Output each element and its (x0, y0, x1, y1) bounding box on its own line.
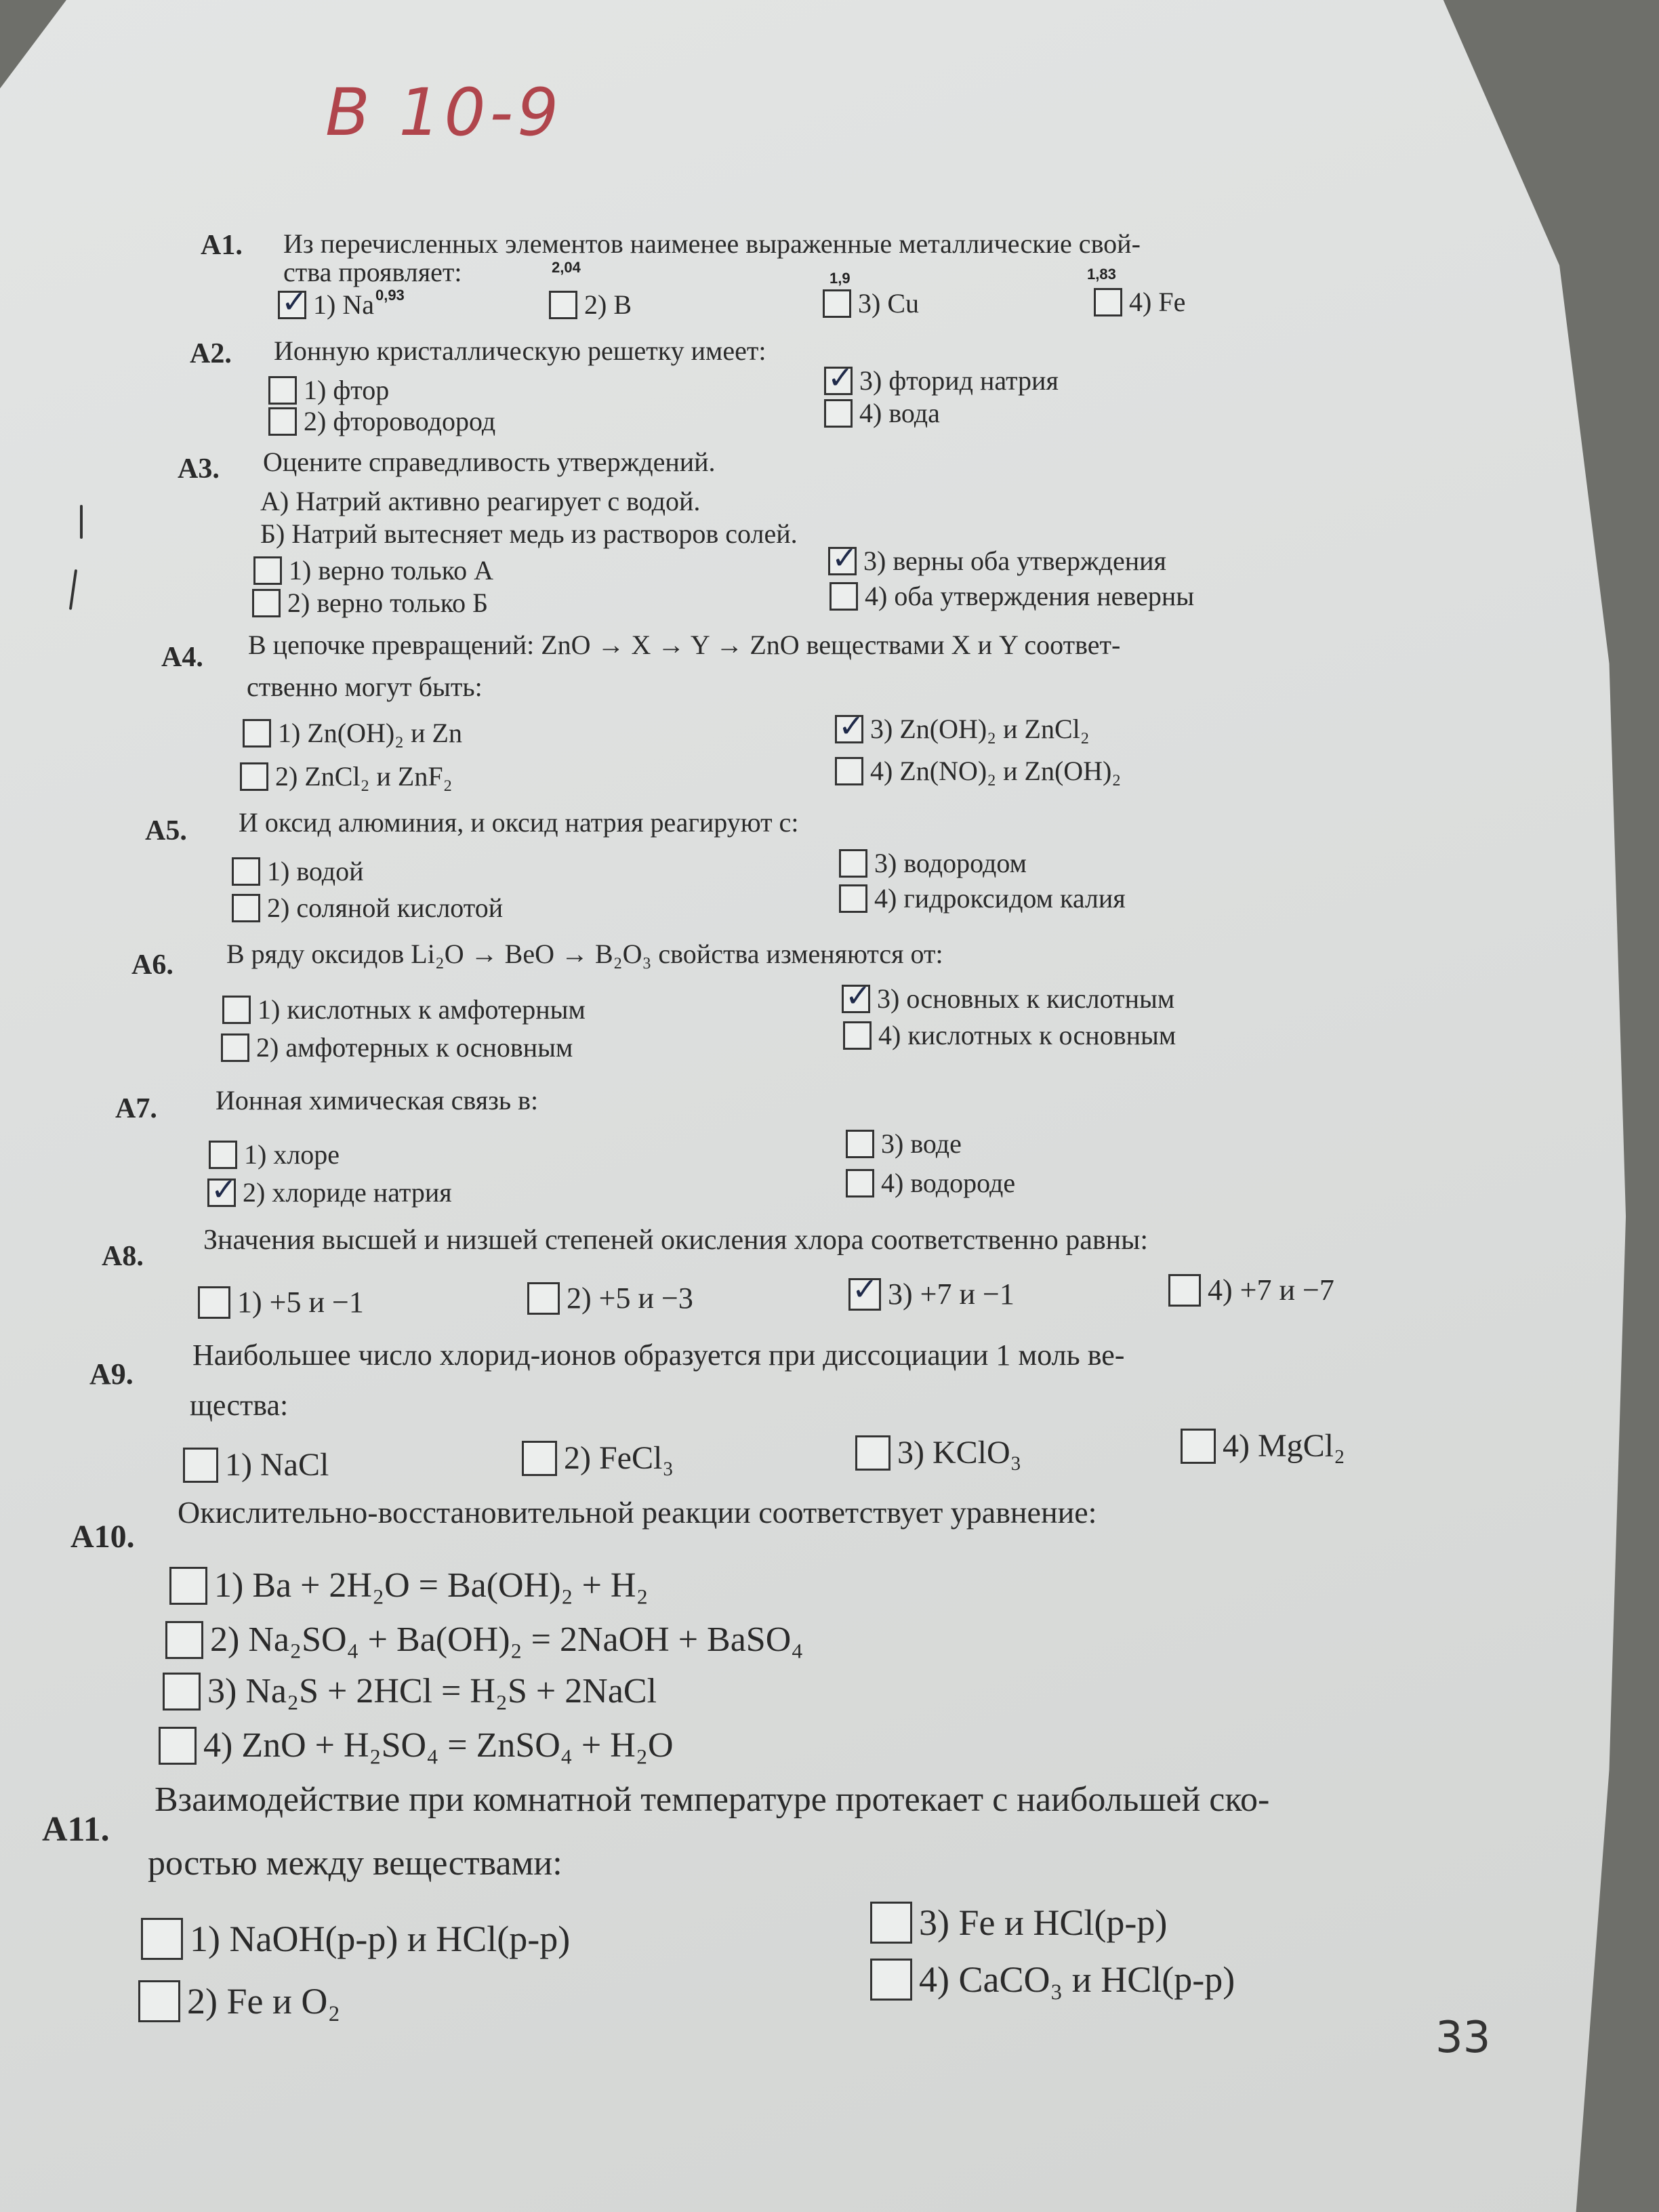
answer-option[interactable] (870, 1902, 1167, 1944)
checkbox[interactable] (268, 407, 297, 436)
checkbox[interactable] (268, 376, 297, 405)
question-text: Из перечисленных элементов наименее выраженные металлические свой- (283, 228, 1141, 259)
checkbox[interactable] (165, 1621, 203, 1659)
checkbox[interactable] (243, 719, 271, 747)
option-label: 3) Cu (858, 288, 919, 319)
checkbox[interactable] (846, 1169, 874, 1197)
answer-option[interactable] (824, 365, 1059, 396)
checkbox[interactable] (159, 1727, 197, 1765)
question-number: А9. (89, 1357, 134, 1391)
option-label: 3) воде (881, 1128, 962, 1159)
question-text: В ряду оксидов Li₂O → BeO → B₂O₃ свойства изменяются от: (226, 939, 943, 969)
option-label: 4) гидроксидом калия (874, 883, 1126, 914)
checkbox[interactable] (232, 857, 260, 886)
option-label: 4) кислотных к основным (878, 1020, 1176, 1050)
answer-option[interactable] (159, 1725, 674, 1765)
checkbox[interactable] (835, 715, 863, 743)
option-label: 1) фтор (304, 375, 390, 405)
option-label: 4) Zn(NO)₂ и Zn(OH)₂ (870, 756, 1122, 786)
option-label: 2) хлориде натрия (243, 1177, 452, 1208)
checkbox[interactable] (1168, 1274, 1201, 1307)
question-text: И оксид алюминия, и оксид натрия реагируют с: (239, 807, 799, 838)
checkbox[interactable] (843, 1021, 872, 1050)
answer-option[interactable] (138, 1980, 340, 2022)
checkbox[interactable] (846, 1130, 874, 1158)
question-text: ственно могут быть: (247, 672, 483, 702)
checkbox[interactable] (870, 1959, 912, 2001)
answer-option[interactable] (830, 580, 1194, 612)
checkbox[interactable] (839, 884, 867, 913)
answer-option[interactable] (870, 1959, 1235, 2001)
checkbox[interactable] (138, 1980, 180, 2022)
answer-option[interactable] (1094, 286, 1185, 318)
handwritten-note: 0,93 (375, 286, 405, 304)
checkbox[interactable] (848, 1278, 881, 1311)
option-label: 1) кислотных к амфотерным (258, 994, 586, 1025)
checkbox[interactable] (207, 1179, 236, 1207)
option-label: 1) NaOH(р-р) и HCl(р-р) (190, 1919, 571, 1959)
answer-option[interactable] (855, 1434, 1021, 1471)
option-label: 1) +5 и −1 (237, 1286, 364, 1319)
answer-option[interactable] (183, 1446, 329, 1483)
answer-option[interactable] (828, 545, 1166, 577)
answer-option[interactable] (1168, 1273, 1334, 1307)
margin-pencil-mark (80, 505, 83, 539)
answer-option[interactable] (198, 1285, 364, 1319)
option-label: 4) оба утверждения неверны (865, 581, 1195, 611)
answer-option[interactable] (163, 1671, 657, 1711)
checkbox[interactable] (830, 582, 858, 611)
answer-option[interactable] (221, 1031, 573, 1063)
checkbox[interactable] (549, 291, 577, 319)
checkbox[interactable] (1181, 1429, 1216, 1464)
question-text: Оцените справедливость утверждений. (263, 447, 716, 477)
question-text: Значения высшей и низшей степеней окисления хлора соответственно равны: (203, 1225, 1149, 1256)
question-text: ростью между веществами: (148, 1844, 562, 1883)
answer-option[interactable] (252, 587, 488, 619)
option-label: 1) Ba + 2H₂O = Ba(OH)₂ + H₂ (214, 1566, 649, 1605)
answer-option[interactable] (232, 855, 364, 887)
option-label: 4) MgCl₂ (1223, 1428, 1345, 1464)
answer-option[interactable] (527, 1281, 693, 1315)
question-number: А11. (42, 1810, 110, 1849)
answer-option[interactable] (824, 397, 940, 429)
option-label: 3) Na₂S + 2HCl = H₂S + 2NaCl (207, 1672, 657, 1711)
question-text: Окислительно-восстановительной реакции соответствует уравнение: (178, 1495, 1097, 1530)
answer-option[interactable] (240, 760, 453, 792)
checkbox[interactable] (221, 1033, 249, 1062)
question-text: ства проявляет: (283, 257, 462, 287)
question-number: А5. (145, 815, 187, 846)
question-text: щества: (190, 1389, 289, 1422)
option-label: 1) водой (267, 856, 364, 886)
checkbox[interactable] (222, 996, 251, 1024)
checkbox[interactable] (163, 1673, 201, 1711)
answer-option[interactable] (165, 1620, 803, 1660)
option-label: 3) +7 и −1 (888, 1277, 1015, 1311)
option-label: 4) +7 и −7 (1208, 1273, 1334, 1307)
answer-option[interactable] (835, 755, 1121, 787)
checkbox[interactable] (278, 291, 306, 319)
answer-option[interactable] (268, 374, 389, 406)
checkbox[interactable] (240, 762, 268, 791)
question-number: А6. (131, 949, 173, 981)
checkbox[interactable] (209, 1141, 237, 1169)
answer-option[interactable] (253, 554, 493, 586)
question-text: Наибольшее число хлорид-ионов образуется при диссоциации 1 моль ве- (192, 1338, 1125, 1372)
checkbox[interactable] (824, 399, 853, 428)
checkbox[interactable] (141, 1918, 183, 1960)
option-label: 3) фторид натрия (859, 365, 1059, 396)
answer-option[interactable] (278, 286, 405, 321)
answer-option[interactable] (169, 1565, 649, 1605)
option-label: 3) Fe и HCl(р-р) (919, 1902, 1168, 1943)
option-label: 2) Fe и O₂ (187, 1981, 341, 2022)
option-label: 4) Fe (1129, 287, 1186, 317)
question-number: А10. (70, 1519, 135, 1555)
question-number: А2. (190, 338, 232, 369)
answer-option[interactable] (842, 983, 1174, 1015)
checkbox[interactable] (232, 894, 260, 922)
option-label: 2) ZnCl₂ и ZnF₂ (275, 761, 453, 792)
checkbox[interactable] (252, 589, 281, 617)
checkbox[interactable] (842, 985, 870, 1013)
option-label: 1) верно только А (289, 555, 494, 586)
checkbox[interactable] (198, 1286, 230, 1319)
option-label: 2) B (584, 289, 632, 320)
checkbox[interactable] (1094, 288, 1122, 316)
checkbox[interactable] (183, 1448, 218, 1483)
question-number: А3. (178, 453, 220, 485)
option-label: 1) NaCl (225, 1447, 329, 1483)
answer-option[interactable] (843, 1019, 1176, 1051)
answer-option[interactable] (209, 1139, 340, 1170)
handwritten-note: 2,04 (552, 259, 581, 276)
question-text: Взаимодействие при комнатной температуре протекает с наибольшей ско- (155, 1780, 1270, 1819)
checkbox[interactable] (870, 1902, 912, 1944)
checkbox[interactable] (828, 547, 857, 575)
checkbox[interactable] (835, 757, 863, 785)
answer-option[interactable] (268, 405, 495, 437)
option-label: 1) хлоре (244, 1139, 340, 1170)
answer-option[interactable] (549, 289, 632, 321)
option-label: 2) Na₂SO₄ + Ba(OH)₂ = 2NaOH + BaSO₄ (210, 1620, 804, 1659)
answer-option[interactable] (141, 1918, 570, 1960)
option-label: 3) Zn(OH)₂ и ZnCl₂ (870, 714, 1090, 744)
option-label: 3) водородом (874, 848, 1027, 878)
question-number: А1. (201, 230, 243, 261)
handwritten-note: 1,83 (1087, 266, 1116, 283)
answer-option[interactable] (846, 1128, 962, 1160)
checkbox[interactable] (855, 1435, 890, 1471)
answer-option[interactable] (1181, 1427, 1345, 1465)
statement-b: Б) Натрий вытесняет медь из растворов солей. (260, 518, 798, 549)
option-label: 3) основных к кислотным (877, 983, 1175, 1014)
answer-option[interactable] (522, 1439, 674, 1477)
answer-option[interactable] (232, 892, 503, 924)
question-number: А4. (161, 642, 203, 673)
answer-option[interactable] (207, 1176, 452, 1208)
question-number: А8. (102, 1241, 144, 1272)
option-label: 2) FeCl₃ (564, 1440, 674, 1476)
answer-option[interactable] (835, 713, 1090, 745)
option-label: 2) фтороводород (304, 406, 496, 436)
option-label: 4) ZnO + H₂SO₄ = ZnSO₄ + H₂O (203, 1726, 674, 1765)
checkbox[interactable] (527, 1282, 560, 1315)
checkbox[interactable] (823, 289, 851, 318)
option-label: 2) амфотерных к основным (256, 1032, 573, 1063)
checkbox[interactable] (824, 367, 853, 395)
question-text: В цепочке превращений: ZnO → X → Y → ZnO веществами X и Y соответ- (248, 630, 1121, 660)
option-label: 1) Na (313, 289, 374, 320)
answer-option[interactable] (848, 1277, 1015, 1311)
option-label: 3) KClO₃ (897, 1435, 1022, 1471)
checkbox[interactable] (169, 1567, 207, 1605)
page-number: 33 (1435, 2013, 1491, 2063)
answer-option[interactable] (839, 847, 1027, 879)
option-label: 3) верны оба утверждения (863, 546, 1166, 576)
option-label: 4) вода (859, 398, 940, 428)
option-label: 2) верно только Б (287, 588, 489, 618)
option-label: 4) CaCO₃ и HCl(р-р) (919, 1959, 1235, 2000)
option-label: 1) Zn(OH)₂ и Zn (278, 718, 462, 748)
answer-option[interactable] (222, 994, 586, 1025)
question-text: Ионную кристаллическую решетку имеет: (274, 335, 766, 366)
option-label: 2) +5 и −3 (567, 1282, 693, 1315)
checkbox[interactable] (522, 1441, 557, 1476)
option-label: 2) соляной кислотой (267, 893, 504, 923)
handwritten-variant-label: В 10-9 (325, 75, 563, 150)
handwritten-note: 1,9 (830, 270, 851, 287)
answer-option[interactable] (839, 882, 1126, 914)
answer-option[interactable] (846, 1167, 1015, 1199)
checkbox[interactable] (253, 556, 282, 585)
answer-option[interactable] (243, 717, 462, 749)
question-number: А7. (115, 1093, 157, 1124)
statement-a: А) Натрий активно реагирует с водой. (260, 486, 701, 516)
option-label: 4) водороде (881, 1168, 1016, 1198)
answer-option[interactable] (823, 287, 919, 319)
checkbox[interactable] (839, 849, 867, 878)
question-text: Ионная химическая связь в: (216, 1085, 539, 1115)
